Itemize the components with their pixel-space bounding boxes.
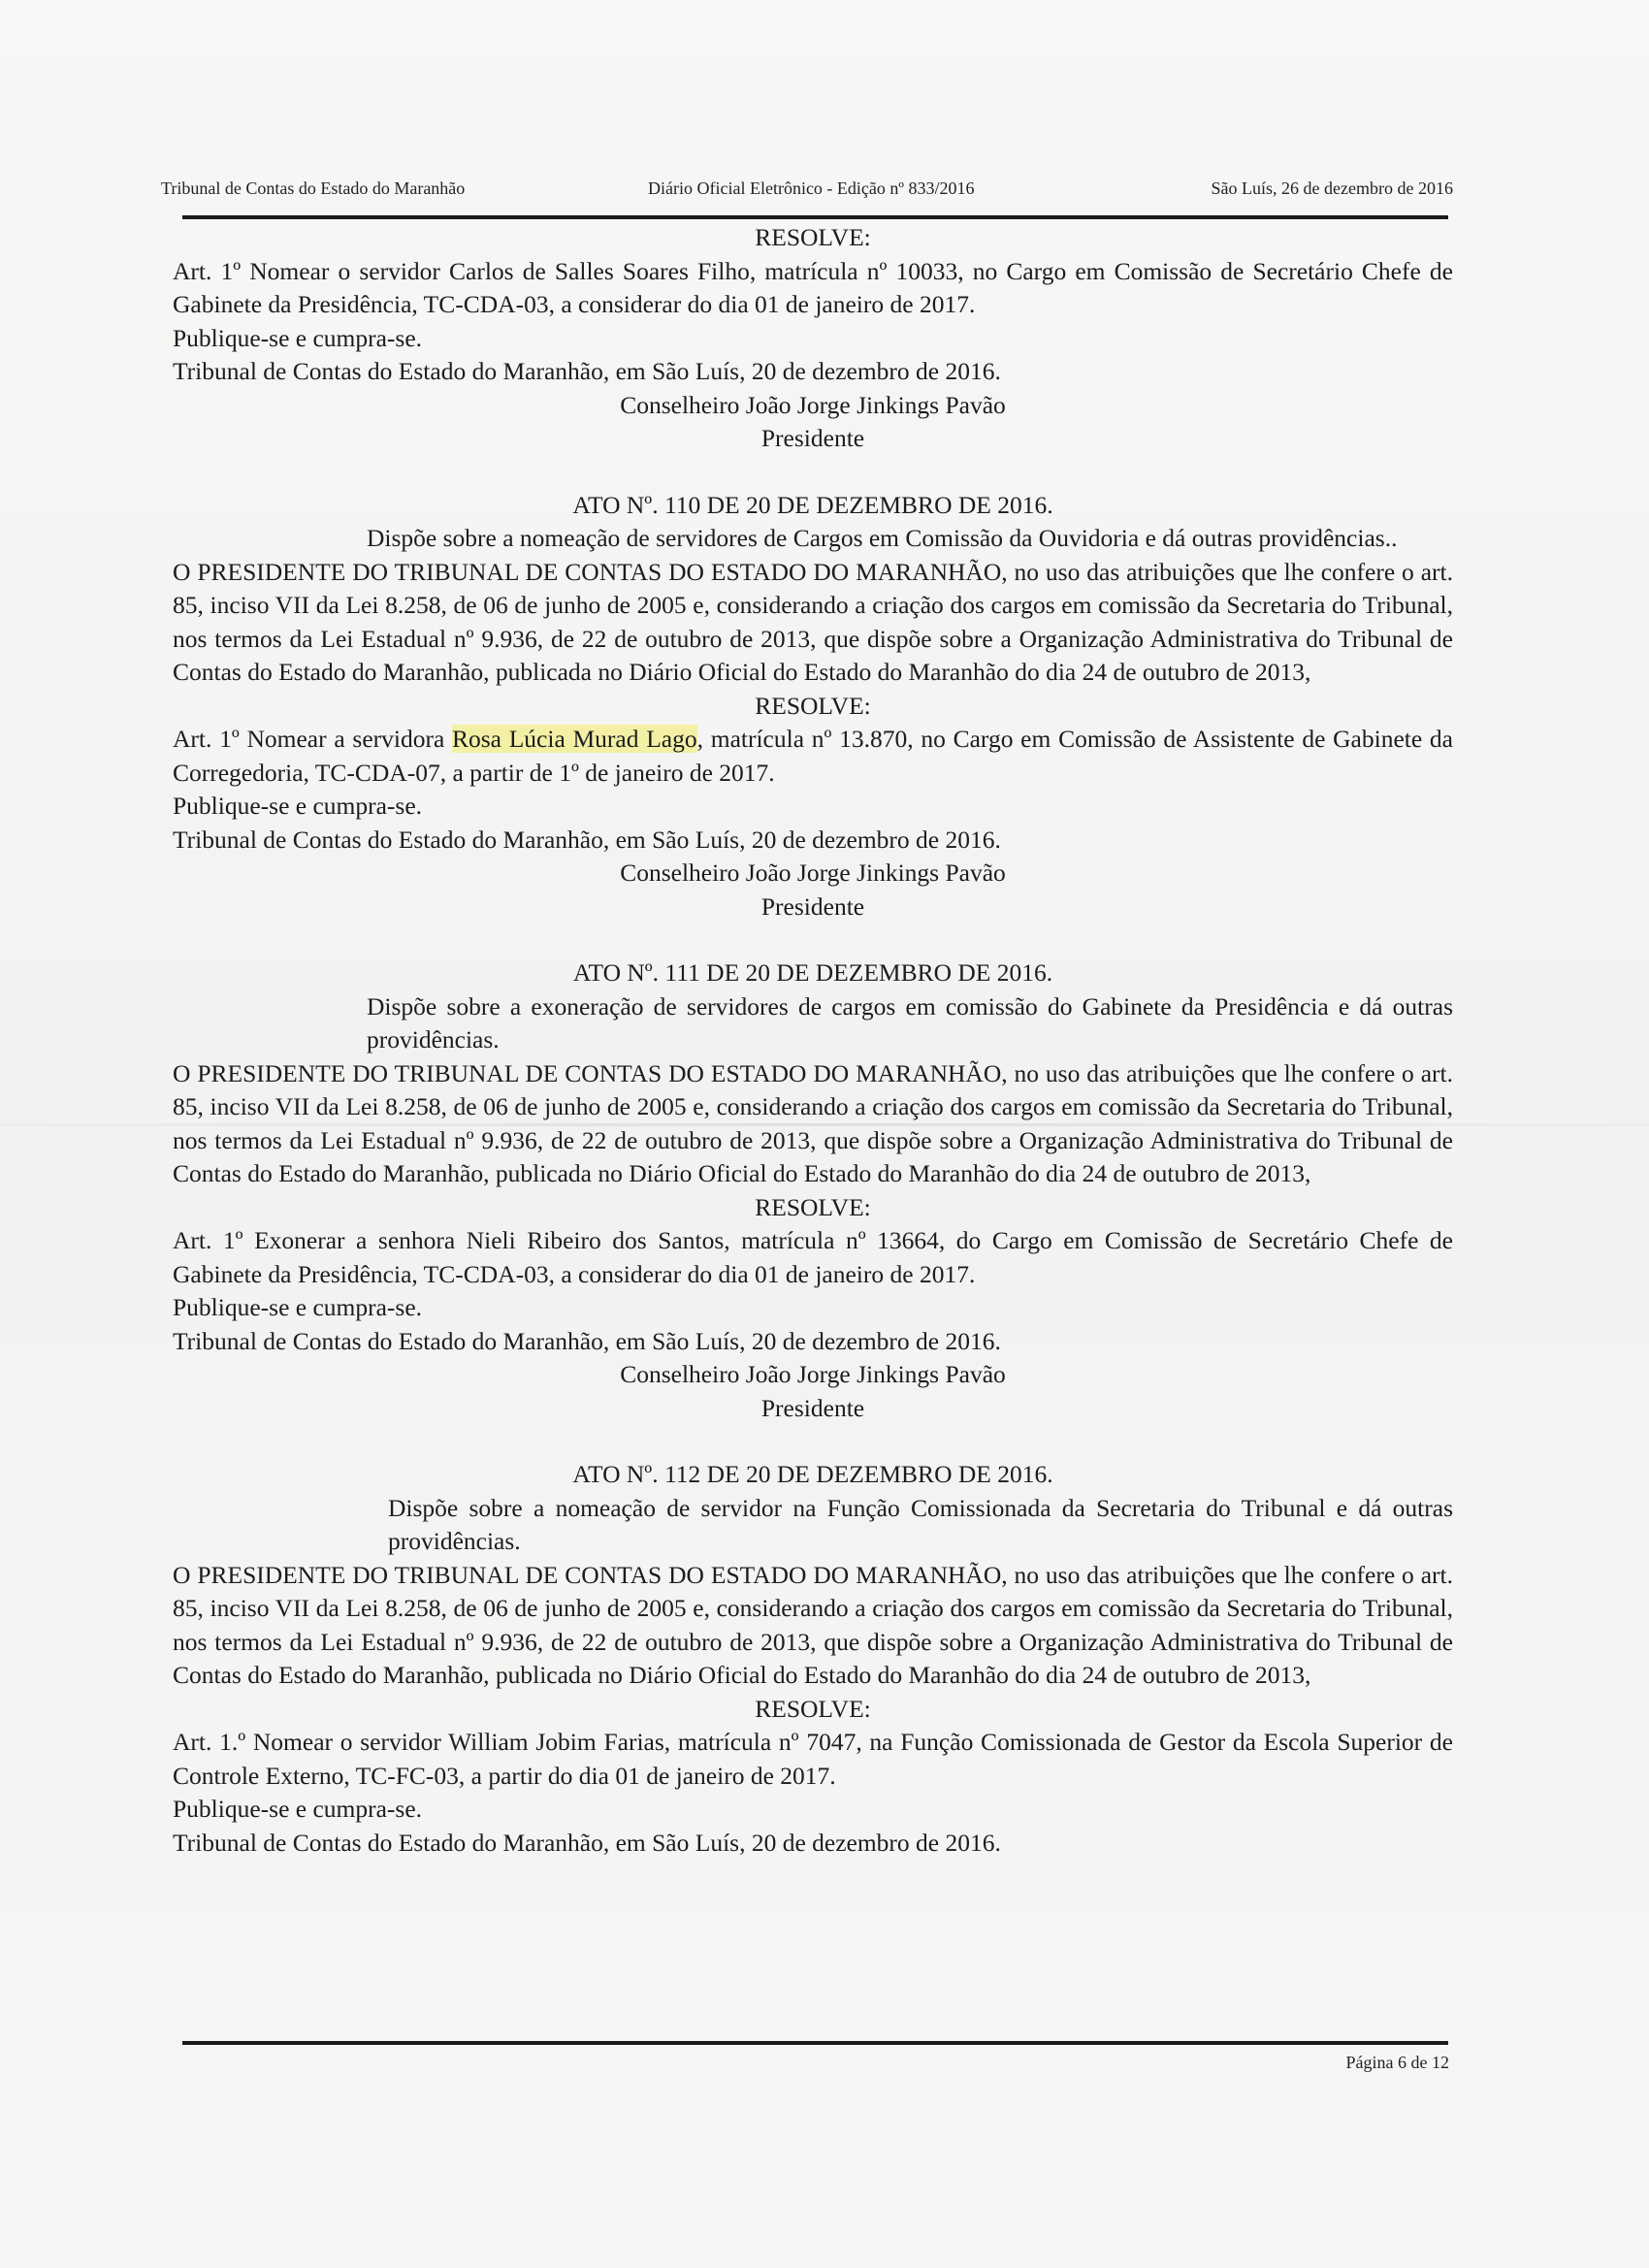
resolve-heading: RESOLVE: xyxy=(755,691,871,720)
article-text xyxy=(173,723,1453,790)
page-footer xyxy=(0,2053,1649,2082)
signer-name: Conselheiro João Jorge Jinkings Pavão xyxy=(620,859,1006,887)
ato-preamble: O PRESIDENTE DO TRIBUNAL DE CONTAS DO ESTADO DO MARANHÃO, no uso das atribuições que lhe confere o art. 85, inciso VII da Lei 8.258, de 06 de junho de 2005 e, considerando a criação dos cargos em comissão da Secretaria do Tribunal, nos termos da Lei Estadual nº 9.936, de 22 de outubro de 2013, que dispõe sobre a Organização Administrativa do Tribunal de Contas do Estado do Maranhão, publicada no Diário Oficial do Estado do Maranhão do dia 24 de outubro de 2013, xyxy=(173,1560,1453,1689)
place-date-line: Tribunal de Contas do Estado do Maranhão, em São Luís, 20 de dezembro de 2016. xyxy=(173,1326,1001,1355)
ato-ementa: Dispõe sobre a nomeação de servidores de Cargos em Comissão da Ouvidoria e dá outras providências.. xyxy=(367,524,1398,552)
resolve-heading: RESOLVE: xyxy=(755,1694,871,1723)
place-date-line: Tribunal de Contas do Estado do Maranhão, em São Luís, 20 de dezembro de 2016. xyxy=(173,1828,1001,1857)
ato-ementa: Dispõe sobre a nomeação de servidor na Função Comissionada da Secretaria do Tribunal e dá outras providências. xyxy=(388,1493,1453,1555)
highlighted-name: Rosa Lúcia Murad Lago xyxy=(452,725,697,753)
page-header xyxy=(161,178,1453,208)
publique-line: Publique-se e cumpra-se. xyxy=(173,1293,423,1321)
header-date: São Luís, 26 de dezembro de 2016 xyxy=(1211,178,1453,198)
page-number: Página 6 de 12 xyxy=(1345,2053,1449,2072)
ato-title: ATO Nº. 111 DE 20 DE DEZEMBRO DE 2016. xyxy=(572,958,1053,987)
place-date-line: Tribunal de Contas do Estado do Maranhão, em São Luís, 20 de dezembro de 2016. xyxy=(173,357,1001,385)
publique-line: Publique-se e cumpra-se. xyxy=(173,323,423,352)
resolve-heading: RESOLVE: xyxy=(755,1192,871,1221)
ato-preamble: O PRESIDENTE DO TRIBUNAL DE CONTAS DO ESTADO DO MARANHÃO, no uso das atribuições que lhe confere o art. 85, inciso VII da Lei 8.258, de 06 de junho de 2005 e, considerando a criação dos cargos em comissão da Secretaria do Tribunal, nos termos da Lei Estadual nº 9.936, de 22 de outubro de 2013, que dispõe sobre a Organização Administrativa do Tribunal de Contas do Estado do Maranhão, publicada no Diário Oficial do Estado do Maranhão do dia 24 de outubro de 2013, xyxy=(173,1058,1453,1187)
signer-role: Presidente xyxy=(760,1393,865,1422)
article-prefix: Art. 1º Nomear a servidora xyxy=(173,725,452,753)
ato-ementa: Dispõe sobre a exoneração de servidores de cargos em comissão do Gabinete da Presidência e dá outras providências. xyxy=(367,991,1453,1053)
publique-line: Publique-se e cumpra-se. xyxy=(173,1795,423,1823)
footer-rule xyxy=(182,2041,1448,2045)
ato-title: ATO Nº. 112 DE 20 DE DEZEMBRO DE 2016. xyxy=(572,1460,1053,1488)
ato-title: ATO Nº. 110 DE 20 DE DEZEMBRO DE 2016. xyxy=(572,490,1053,519)
signer-name: Conselheiro João Jorge Jinkings Pavão xyxy=(620,390,1006,419)
place-date-line: Tribunal de Contas do Estado do Maranhão, em São Luís, 20 de dezembro de 2016. xyxy=(173,825,1001,854)
header-edition: Diário Oficial Eletrônico - Edição nº 833/2016 xyxy=(648,178,975,198)
header-institution: Tribunal de Contas do Estado do Maranhão xyxy=(161,178,466,198)
article-text: Art. 1.º Nomear o servidor William Jobim Farias, matrícula nº 7047, na Função Comissionada de Gestor da Escola Superior de Controle Externo, TC-FC-03, a partir do dia 01 de janeiro de 2017. xyxy=(173,1728,1453,1790)
article-text: Art. 1º Nomear o servidor Carlos de Salles Soares Filho, matrícula nº 10033, no Cargo em Comissão de Secretário Chefe de Gabinete da Presidência, TC-CDA-03, a considerar do dia 01 de janeiro de 2017. xyxy=(173,256,1453,318)
ato-preamble: O PRESIDENTE DO TRIBUNAL DE CONTAS DO ESTADO DO MARANHÃO, no uso das atribuições que lhe confere o art. 85, inciso VII da Lei 8.258, de 06 de junho de 2005 e, considerando a criação dos cargos em comissão da Secretaria do Tribunal, nos termos da Lei Estadual nº 9.936, de 22 de outubro de 2013, que dispõe sobre a Organização Administrativa do Tribunal de Contas do Estado do Maranhão, publicada no Diário Oficial do Estado do Maranhão do dia 24 de outubro de 2013, xyxy=(173,557,1453,686)
signer-name: Conselheiro João Jorge Jinkings Pavão xyxy=(620,1360,1006,1388)
article-text: Art. 1º Exonerar a senhora Nieli Ribeiro dos Santos, matrícula nº 13664, do Cargo em Comissão de Secretário Chefe de Gabinete da Presidência, TC-CDA-03, a considerar do dia 01 de janeiro de 2017. xyxy=(173,1226,1453,1288)
document-body xyxy=(173,221,1453,1860)
signer-role: Presidente xyxy=(760,424,865,452)
signer-role: Presidente xyxy=(760,891,865,921)
article-suffix: , matrícula nº 13.870, no Cargo em Comissão de Assistente de Gabinete da Corregedoria, TC-CDA-07, a partir de 1º de janeiro de 2017. xyxy=(173,725,1453,787)
publique-line: Publique-se e cumpra-se. xyxy=(173,792,423,820)
resolve-heading: RESOLVE: xyxy=(755,223,871,251)
header-rule xyxy=(182,215,1448,219)
